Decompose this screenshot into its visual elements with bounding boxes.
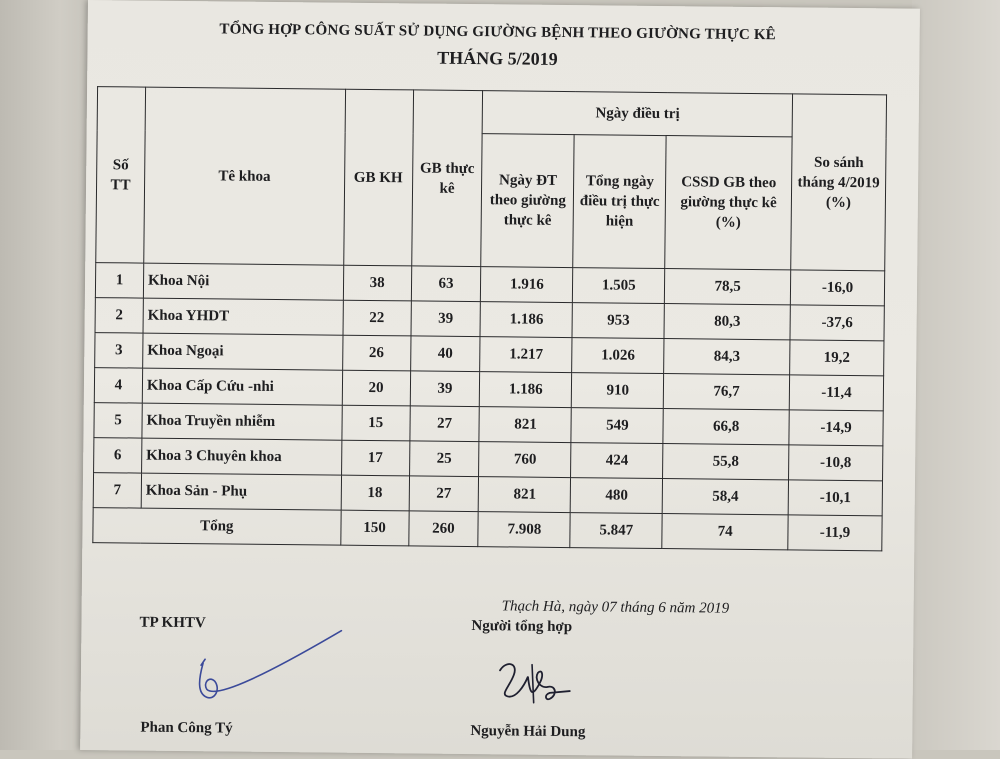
cell-khoa: Khoa Nội	[143, 263, 343, 300]
cell-stt: 6	[94, 438, 142, 474]
right-signer-name: Nguyễn Hải Dung	[470, 723, 586, 741]
table-body	[93, 263, 885, 551]
cell-gb-kh: 22	[343, 300, 411, 336]
document-subtitle: THÁNG 5/2019	[437, 47, 558, 69]
total-row	[93, 508, 882, 551]
header-ngay-dt-theo: Ngày ĐT theo giường thực kê	[481, 134, 574, 268]
header-stt: Số TT	[96, 87, 146, 263]
total-so-sanh: -11,9	[788, 515, 882, 551]
cell-gb-thuc-ke: 27	[409, 406, 479, 442]
cell-so-sanh: -16,0	[790, 270, 884, 306]
total-cssd: 74	[662, 514, 788, 550]
cell-tong-ngay: 953	[572, 303, 664, 339]
cell-gb-thuc-ke: 39	[411, 301, 481, 337]
cell-so-sanh: -14,9	[789, 410, 883, 446]
cell-gb-kh: 15	[342, 405, 410, 441]
total-ngay-dt: 7.908	[478, 512, 570, 548]
cell-ngay-dt: 1.186	[480, 372, 572, 408]
cell-stt: 1	[95, 263, 143, 299]
cell-so-sanh: -10,1	[788, 480, 882, 516]
cell-cssd: 84,3	[664, 339, 790, 375]
cell-gb-kh: 17	[341, 440, 409, 476]
cell-gb-thuc-ke: 63	[411, 266, 481, 302]
cell-tong-ngay: 1.026	[572, 338, 664, 374]
total-label: Tổng	[93, 508, 341, 546]
cell-so-sanh: -10,8	[789, 445, 883, 481]
header-gb-thuc-ke: GB thực kê	[411, 90, 483, 267]
total-gb-thuc-ke: 260	[408, 511, 478, 547]
cell-gb-kh: 26	[342, 335, 410, 371]
cell-khoa: Khoa Ngoại	[143, 333, 343, 370]
cell-cssd: 55,8	[663, 444, 789, 480]
header-gb-kh: GB KH	[343, 89, 413, 266]
cell-gb-thuc-ke: 40	[410, 336, 480, 372]
cell-khoa: Khoa 3 Chuyên khoa	[142, 438, 342, 475]
cell-stt: 5	[94, 403, 142, 439]
total-gb-kh: 150	[340, 510, 408, 546]
header-so-sanh: So sánh tháng 4/2019 (%)	[791, 94, 887, 271]
date-line: Thạch Hà, ngày 07 tháng 6 năm 2019	[501, 598, 730, 617]
cell-stt: 7	[93, 473, 141, 509]
cell-so-sanh: 19,2	[790, 340, 884, 376]
cell-khoa: Khoa Sản - Phụ	[141, 473, 341, 510]
cell-gb-kh: 18	[341, 475, 409, 511]
cell-gb-thuc-ke: 27	[409, 476, 479, 512]
cell-gb-kh: 20	[342, 370, 410, 406]
cell-ngay-dt: 821	[479, 477, 571, 513]
header-cssd: CSSD GB theo giường thực kê (%)	[665, 136, 792, 270]
cell-cssd: 78,5	[665, 269, 791, 305]
cell-stt: 4	[94, 368, 142, 404]
cell-stt: 3	[95, 333, 143, 369]
total-tong-ngay: 5.847	[570, 513, 662, 549]
cell-so-sanh: -37,6	[790, 305, 884, 341]
left-signer-name: Phan Công Tý	[140, 719, 233, 737]
cell-gb-thuc-ke: 39	[410, 371, 480, 407]
cell-cssd: 80,3	[664, 304, 790, 340]
cell-tong-ngay: 424	[571, 443, 663, 479]
cell-tong-ngay: 1.505	[573, 268, 665, 304]
cell-khoa: Khoa YHDT	[143, 298, 343, 335]
right-role: Người tổng hợp	[471, 618, 573, 636]
document-title: TỔNG HỢP CÔNG SUẤT SỬ DỤNG GIƯỜNG BỆNH THEO GIƯỜNG THỰC KÊ	[219, 21, 777, 44]
right-signature	[486, 646, 597, 717]
cell-ngay-dt: 821	[479, 407, 571, 443]
cell-so-sanh: -11,4	[789, 375, 883, 411]
left-signature	[181, 623, 352, 715]
cell-cssd: 58,4	[662, 479, 788, 515]
cell-cssd: 76,7	[663, 374, 789, 410]
cell-ngay-dt: 1.916	[481, 267, 573, 303]
cell-gb-thuc-ke: 25	[409, 441, 479, 477]
header-tong-ngay: Tổng ngày điều trị thực hiện	[573, 135, 666, 269]
cell-ngay-dt: 760	[479, 442, 571, 478]
facing-page	[912, 0, 1000, 750]
cell-tong-ngay: 910	[572, 373, 664, 409]
cell-stt: 2	[95, 298, 143, 334]
cell-ngay-dt: 1.186	[480, 302, 572, 338]
left-role: TP KHTV	[139, 614, 206, 632]
header-ngay-dieu-tri: Ngày điều trị	[483, 91, 793, 137]
cell-ngay-dt: 1.217	[480, 337, 572, 373]
cell-cssd: 66,8	[663, 409, 789, 445]
cell-khoa: Khoa Cấp Cứu -nhi	[142, 368, 342, 405]
document-page	[80, 0, 920, 759]
cell-tong-ngay: 480	[571, 478, 663, 514]
cell-khoa: Khoa Truyền nhiễm	[142, 403, 342, 440]
cell-tong-ngay: 549	[571, 408, 663, 444]
bed-usage-table	[92, 86, 887, 551]
cell-gb-kh: 38	[343, 265, 411, 301]
header-khoa: Tê khoa	[144, 87, 346, 265]
